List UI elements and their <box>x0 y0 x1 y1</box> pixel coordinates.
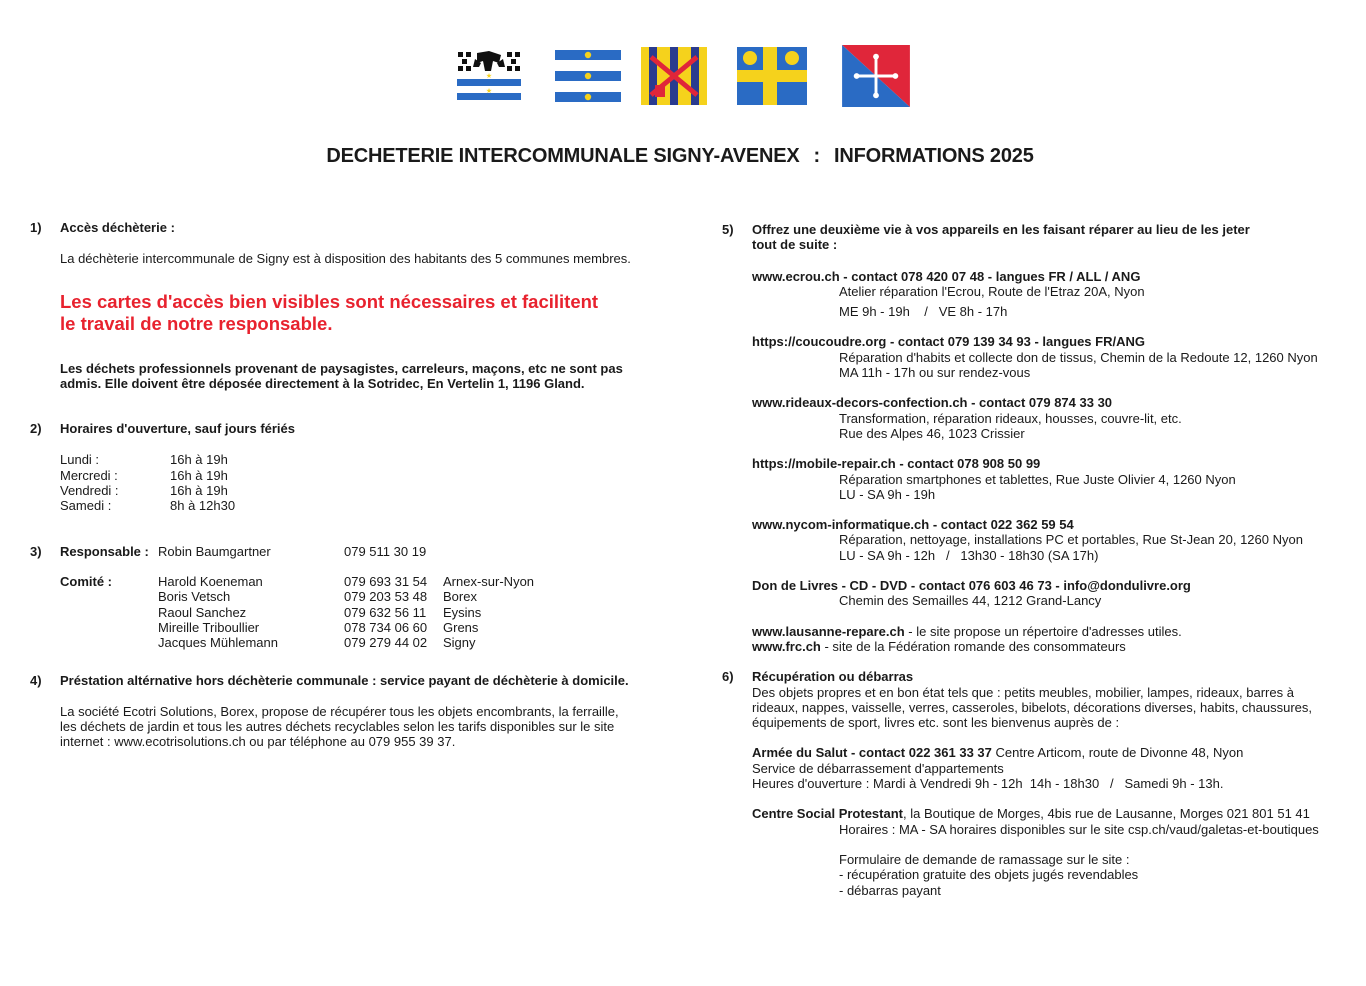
contact-town: Grens <box>443 619 479 635</box>
section-recovery <box>722 669 1352 898</box>
section-alternative-service <box>30 673 670 749</box>
access-card-notice <box>60 291 670 335</box>
contact-town: Borex <box>443 589 477 605</box>
section-number: 2) <box>30 421 42 437</box>
section-hours <box>30 421 670 513</box>
section-heading: Accès déchèterie : <box>60 220 175 235</box>
section-repair <box>722 222 1352 654</box>
section-heading: Préstation altérnative hors déchèterie communale : service payant de déchèterie à domicile. <box>60 673 629 689</box>
entry-head: www.nycom-informatique.ch - contact 022 362 59 54 <box>752 517 1074 533</box>
notice-line: le travail de notre responsable. <box>60 312 333 334</box>
day: Lundi : <box>60 452 100 468</box>
commune-flags <box>455 45 915 111</box>
right-column <box>722 222 1352 898</box>
entry-line: Heures d'ouverture : Mardi à Vendredi 9h - 12h 14h - 18h30 / Samedi 9h - 13h. <box>752 776 1224 792</box>
contact-name: Jacques Mühlemann <box>158 635 278 651</box>
entry-line: Réparation d'habits et collecte don de tissus, Chemin de la Redoute 12, 1260 Nyon <box>839 349 1318 365</box>
text-line: La société Ecotri Solutions, Borex, propose de récupérer tous les objets encombrants, la ferraille, <box>60 703 619 719</box>
text-line: internet : www.ecotrisolutions.ch ou par téléphone au 079 955 39 37. <box>60 734 456 750</box>
contact-name: Harold Koeneman <box>158 573 263 589</box>
left-column <box>30 220 670 750</box>
contact-phone: 078 734 06 60 <box>344 619 428 635</box>
text-line: Des objets propres et en bon état tels que : petits meubles, mobilier, lampes, rideaux, barres à <box>752 684 1294 700</box>
entry-address: Centre Articom, route de Divonne 48, Nyon <box>991 745 1244 761</box>
repair-entry-nycom <box>752 517 1352 563</box>
section-number: 4) <box>30 673 42 689</box>
title-separator: : <box>813 145 821 167</box>
contact-phone: 079 693 31 54 <box>344 573 428 589</box>
entry-line: Réparation smartphones et tablettes, Rue Juste Olivier 4, 1260 Nyon <box>839 471 1236 487</box>
text-line: - récupération gratuite des objets jugés revendables <box>839 867 1139 883</box>
contact-town: Eysins <box>443 604 482 620</box>
contacts-table <box>60 544 534 651</box>
text-line: Formulaire de demande de ramassage sur le site : <box>839 851 1130 867</box>
flag-2 <box>555 45 621 107</box>
entry-line: LU - SA 9h - 12h / 13h30 - 18h30 (SA 17h) <box>839 547 1099 563</box>
notice-line: Les cartes d'accès bien visibles sont nécessaires et facilitent <box>60 290 599 312</box>
title-right: INFORMATIONS 2025 <box>834 145 1034 167</box>
heading-line: Offrez une deuxième vie à vos appareils en les faisant réparer au lieu de les jeter <box>752 222 1250 237</box>
contact-name: Robin Baumgartner <box>158 543 271 559</box>
contact-phone: 079 203 53 48 <box>344 589 428 605</box>
lausanne-repare-link: www.lausanne-repare.ch <box>752 623 905 639</box>
flag-5 <box>841 45 911 107</box>
entry-head <box>752 745 1352 760</box>
frc-link: www.frc.ch <box>752 638 821 654</box>
svg-text:★: ★ <box>485 87 493 95</box>
entry-line: MA 11h - 17h ou sur rendez-vous <box>839 365 1031 381</box>
contact-phone: 079 279 44 02 <box>344 635 428 651</box>
text-line: rideaux, nappes, vaisselle, verres, casseroles, bibelots, décorations diverses, habits, chaussures, <box>752 699 1313 715</box>
hours-row <box>60 498 235 513</box>
repair-entry-mobile <box>752 456 1352 502</box>
entry-title: Centre Social Protestant <box>752 806 903 822</box>
contact-name: Mireille Triboullier <box>158 619 260 635</box>
comite-row <box>60 589 534 604</box>
entry-head <box>752 806 1352 821</box>
recovery-text <box>752 685 1352 731</box>
svg-text:★: ★ <box>485 72 493 80</box>
contact-name: Boris Vetsch <box>158 589 231 605</box>
section-number: 3) <box>30 543 42 559</box>
repair-entry-coucoudre <box>752 334 1352 380</box>
entry-line: Chemin des Semailles 44, 1212 Grand-Lancy <box>839 593 1102 609</box>
recovery-entry-armee <box>752 745 1352 791</box>
access-text: La déchèterie intercommunale de Signy est à disposition des habitants des 5 communes membres. <box>60 251 631 267</box>
contact-town: Signy <box>443 635 476 651</box>
comite-row <box>60 620 534 635</box>
day: Vendredi : <box>60 483 119 499</box>
hours-row <box>60 483 235 498</box>
section-heading <box>752 222 1352 253</box>
repair-entry-rideaux <box>752 395 1352 441</box>
entry-line: Transformation, réparation rideaux, housses, couvre-lit, etc. <box>839 410 1182 426</box>
time: 16h à 19h <box>170 452 228 468</box>
notice-line: Les déchets professionnels provenant de paysagistes, carreleurs, maçons, etc ne sont pas <box>60 360 623 376</box>
page-title <box>0 145 1360 168</box>
entry-head: www.ecrou.ch - contact 078 420 07 48 - langues FR / ALL / ANG <box>752 268 1141 284</box>
time: 8h à 12h30 <box>170 498 236 514</box>
link-description: - le site propose un répertoire d'adresses utiles. <box>904 623 1182 639</box>
comite-row <box>60 605 534 620</box>
entry-line: Horaires : MA - SA horaires disponibles sur le site csp.ch/vaud/galetas-et-boutiques <box>839 821 1319 837</box>
section-number: 1) <box>30 220 42 235</box>
hours-row <box>60 468 235 483</box>
recovery-entry-csp <box>752 806 1352 897</box>
entry-line: Service de débarrassement d'appartements <box>752 760 1004 776</box>
entry-title: Armée du Salut - contact 022 361 33 37 <box>752 745 992 761</box>
title-left: DECHETERIE INTERCOMMUNALE SIGNY-AVENEX <box>326 145 800 167</box>
comite-row <box>60 574 534 589</box>
pickup-form <box>752 852 1352 898</box>
entry-line: Réparation, nettoyage, installations PC et portables, Rue St-Jean 20, 1260 Nyon <box>839 532 1303 548</box>
flag-1 <box>455 45 523 107</box>
entry-line: Atelier réparation l'Ecrou, Route de l'Etraz 20A, Nyon <box>839 283 1145 299</box>
entry-line: LU - SA 9h - 19h <box>839 486 936 502</box>
contact-phone: 079 511 30 19 <box>344 543 427 559</box>
link-line <box>752 639 1352 654</box>
comite-label: Comité : <box>60 573 112 589</box>
entry-head: www.rideaux-decors-confection.ch - contact 079 874 33 30 <box>752 395 1113 411</box>
entry-head: https://mobile-repair.ch - contact 078 908 50 99 <box>752 456 1041 472</box>
text-line: - débarras payant <box>839 882 941 898</box>
comite-row <box>60 635 534 650</box>
hours-row <box>60 452 235 467</box>
section-heading: Horaires d'ouverture, sauf jours fériés <box>60 421 296 437</box>
entry-head: Don de Livres - CD - DVD - contact 076 603 46 73 - info@dondulivre.org <box>752 578 1191 594</box>
section-heading: Récupération ou débarras <box>752 669 914 685</box>
link-description: - site de la Fédération romande des consommateurs <box>820 638 1126 654</box>
repair-entry-dondulivre <box>752 578 1352 609</box>
flag-3 <box>641 45 707 107</box>
entry-head: https://coucoudre.org - contact 079 139 34 93 - langues FR/ANG <box>752 334 1145 350</box>
day: Samedi : <box>60 498 112 514</box>
section-contacts <box>30 544 670 651</box>
entry-line: ME 9h - 19h / VE 8h - 17h <box>839 304 1008 320</box>
section-number: 6) <box>722 669 734 685</box>
section-access <box>30 220 670 391</box>
responsable-row <box>60 544 534 559</box>
professional-waste-notice <box>60 361 670 392</box>
link-line <box>752 624 1352 639</box>
contact-name: Raoul Sanchez <box>158 604 247 620</box>
text-line: équipements de sport, livres etc. sont les bienvenus auprès de : <box>752 715 1120 731</box>
heading-line: tout de suite : <box>752 237 838 253</box>
hours-table <box>60 452 235 513</box>
notice-line: admis. Elle doivent être déposée directement à la Sotridec, En Vertelin 1, 1196 Gland. <box>60 375 585 391</box>
flag-4 <box>737 45 807 107</box>
text-line: les déchets de jardin et tous les autres déchets recyclables selon les tarifs disponibles sur le site <box>60 719 615 735</box>
contact-town: Arnex-sur-Nyon <box>443 573 535 589</box>
time: 16h à 19h <box>170 467 228 483</box>
entry-address: , la Boutique de Morges, 4bis rue de Lausanne, Morges 021 801 51 41 <box>903 806 1310 822</box>
day: Mercredi : <box>60 467 118 483</box>
section-number: 5) <box>722 222 734 237</box>
useful-links <box>752 624 1352 655</box>
entry-line: Rue des Alpes 46, 1023 Crissier <box>839 425 1025 441</box>
contact-phone: 079 632 56 11 <box>344 604 427 620</box>
time: 16h à 19h <box>170 483 228 499</box>
responsable-label: Responsable : <box>60 543 149 559</box>
repair-entry-ecrou <box>752 269 1352 320</box>
alternative-text <box>60 704 670 750</box>
